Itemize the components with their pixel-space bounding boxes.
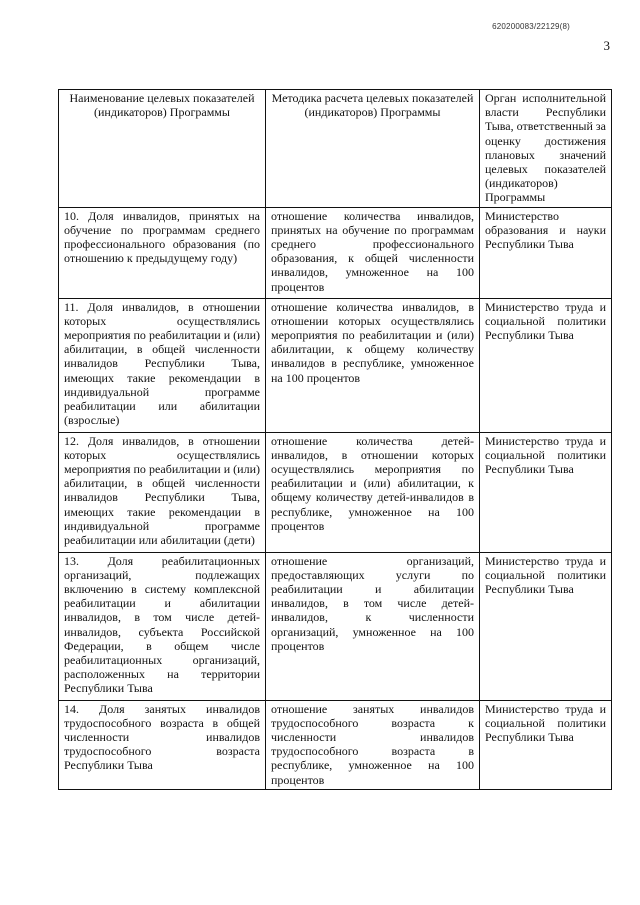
header-cell-method [266, 90, 480, 208]
method-cell [266, 700, 480, 789]
indicator-cell [59, 207, 266, 298]
method-cell [266, 207, 480, 298]
document-code: 620200083/22129(8) [492, 22, 570, 31]
table-row [59, 700, 612, 789]
indicator-text: 12. Доля инвалидов, в отношении которых осуществлялись мероприятия по реабилитации и (или) абилитации, в общей численности инвалидов Республики Тыва, имеющих такие рекомендации в индивидуальной программе реабилитации или абилитации (дети) [64, 433, 260, 548]
indicator-text: 11. Доля инвалидов, в отношении которых осуществлялись мероприятия по реабилитации и (или) абилитации, в общей численности инвалидов Республики Тыва, имеющих такие рекомендации в индивидуальной программе реабилитации или абилитации (взрослые) [64, 299, 260, 428]
method-text: отношение количества детей-инвалидов, в отношении которых осуществлялись мероприятия по реабилитации и (или) абилитации, к общему количеству детей-инвалидов в республике, умноженное на 100 процентов [271, 433, 474, 533]
indicator-cell [59, 432, 266, 552]
method-cell [266, 552, 480, 700]
indicator-text: 13. Доля реабилитационных организаций, подлежащих включению в систему комплексной реабилитации и абилитации инвалидов, в том числе детей-инвалидов, субъекта Российской Федерации, в общем числе реабилитационных организаций, расположенных на территории Республики Тыва [64, 553, 260, 696]
responsible-body-cell [480, 432, 612, 552]
table-row [59, 207, 612, 298]
method-text: отношение организаций, предоставляющих услуги по реабилитации и абилитации инвалидов, в том числе детей-инвалидов, к численности организаций, умноженное на 100 процентов [271, 553, 474, 653]
responsible-body-text: Министерство образования и науки Республики Тыва [485, 208, 606, 252]
table-row [59, 298, 612, 432]
indicator-cell [59, 552, 266, 700]
method-text: отношение количества инвалидов, принятых на обучение по программам среднего профессионального образования, к общей численности инвалидов, умноженное на 100 процентов [271, 208, 474, 294]
responsible-body-text: Министерство труда и социальной политики Республики Тыва [485, 433, 606, 477]
indicator-cell [59, 298, 266, 432]
method-text: отношение занятых инвалидов трудоспособного возраста к численности инвалидов трудоспособного возраста в республике, умноженное на 100 процентов [271, 701, 474, 787]
page-number: 3 [603, 38, 610, 53]
responsible-body-text: Министерство труда и социальной политики Республики Тыва [485, 553, 606, 597]
responsible-body-cell [480, 700, 612, 789]
indicator-text: 10. Доля инвалидов, принятых на обучение по программам среднего профессионального образования (по отношению к предыдущему году) [64, 208, 260, 266]
header-cell-body [480, 90, 612, 208]
header-body-text: Орган исполнительной власти Республики Тыва, ответственный за оценку достижения плановых значений целевых показателей (индикаторов) Программы [485, 91, 606, 205]
table-header-row [59, 90, 612, 208]
responsible-body-text: Министерство труда и социальной политики Республики Тыва [485, 299, 606, 343]
table-row [59, 552, 612, 700]
method-cell [266, 432, 480, 552]
method-cell [266, 298, 480, 432]
responsible-body-text: Министерство труда и социальной политики Республики Тыва [485, 701, 606, 745]
indicator-cell [59, 700, 266, 789]
responsible-body-cell [480, 298, 612, 432]
responsible-body-cell [480, 552, 612, 700]
method-text: отношение количества инвалидов, в отношении которых осуществлялись мероприятия по реабилитации и (или) абилитации, к общему количеству инвалидов в республике, умноженное на 100 процентов [271, 299, 474, 385]
header-cell-indicator [59, 90, 266, 208]
header-indicator-text: Наименование целевых показателей (индикаторов) Программы [69, 91, 255, 120]
header-method-text: Методика расчета целевых показателей (индикаторов) Программы [271, 91, 474, 120]
indicator-text: 14. Доля занятых инвалидов трудоспособного возраста в общей численности инвалидов трудоспособного возраста Республики Тыва [64, 701, 260, 773]
indicators-table [58, 89, 612, 790]
table-row [59, 432, 612, 552]
responsible-body-cell [480, 207, 612, 298]
